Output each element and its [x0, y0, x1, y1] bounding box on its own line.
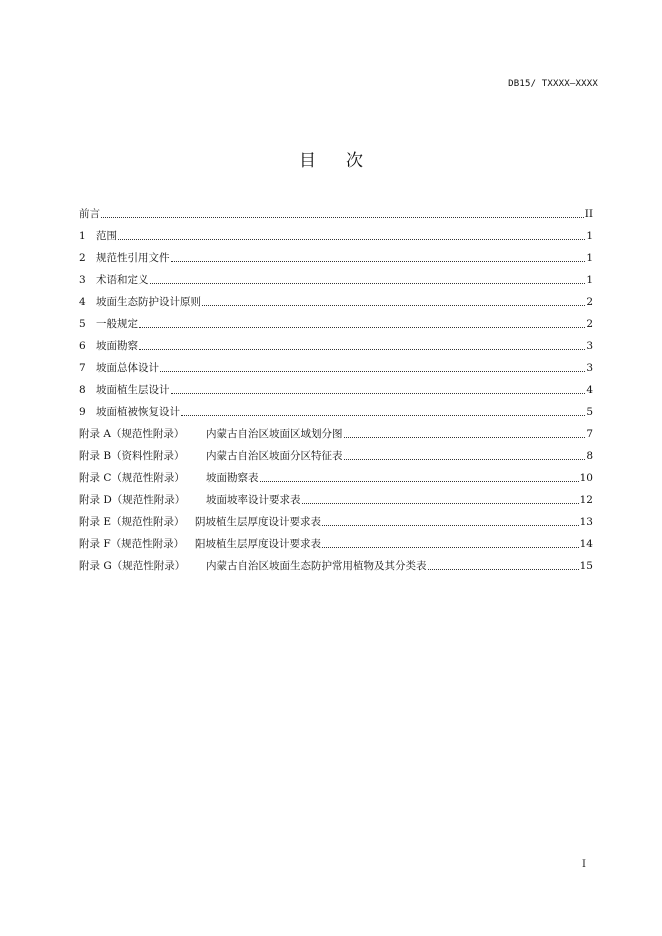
- toc-leader-dots: [101, 216, 584, 218]
- toc-entry-number: 8: [79, 384, 86, 396]
- toc-entry-label: 规范性引用文件: [96, 252, 170, 264]
- page-title-char-2: 次: [346, 151, 363, 171]
- toc-entry-page: 5: [586, 406, 593, 418]
- toc-entry-label: 坡面植生层设计: [96, 384, 170, 396]
- toc-entry-page: 4: [586, 384, 593, 396]
- toc-entry-number: 2: [79, 252, 86, 264]
- toc-entry-label: 坡面生态防护设计原则: [96, 296, 201, 308]
- toc-entry-page: 3: [586, 340, 593, 352]
- toc-entry-label: 术语和定义: [96, 274, 149, 286]
- toc-entry-number: 1: [79, 230, 86, 242]
- toc-entry-page: 1: [586, 230, 593, 242]
- toc-leader-dots: [139, 348, 585, 350]
- toc-entry-page: 10: [579, 472, 593, 484]
- toc-leader-dots: [171, 392, 586, 394]
- toc-leader-dots: [344, 458, 586, 460]
- toc-appendix-prefix: 附录 D（规范性附录）: [79, 494, 186, 506]
- toc-entry-8[interactable]: [79, 375, 593, 397]
- toc-entry-7[interactable]: [79, 353, 593, 375]
- toc-appendix-prefix: 附录 A（规范性附录）: [79, 428, 185, 440]
- toc-entry-label: 阳坡植生层厚度设计要求表: [195, 538, 321, 550]
- toc-entry-page: II: [584, 208, 593, 220]
- toc-entry-2[interactable]: [79, 243, 593, 265]
- toc-leader-dots: [139, 326, 585, 328]
- toc-leader-dots: [428, 568, 579, 570]
- toc-entry-page: 1: [586, 274, 593, 286]
- toc-entry-label: 坡面总体设计: [96, 362, 159, 374]
- toc-entry-label: 坡面坡率设计要求表: [206, 494, 301, 506]
- toc-entry-label: 坡面勘察: [96, 340, 138, 352]
- toc-entry-page: 1: [586, 252, 593, 264]
- toc-entry-number: 9: [79, 406, 86, 418]
- toc-entry-page: 8: [586, 450, 593, 462]
- toc-entry-1[interactable]: [79, 221, 593, 243]
- toc-entry-page: 15: [579, 560, 593, 572]
- toc-entry-number: 3: [79, 274, 86, 286]
- toc-entry-appendix-a[interactable]: [79, 419, 593, 441]
- toc-entry-page: 2: [586, 318, 593, 330]
- toc-entry-label: 内蒙古自治区坡面生态防护常用植物及其分类表: [206, 560, 427, 572]
- toc-entry-label: 前言: [79, 208, 100, 220]
- toc-entry-appendix-d[interactable]: [79, 485, 593, 507]
- toc-entry-appendix-g[interactable]: [79, 551, 593, 573]
- toc-entry-label: 范围: [96, 230, 117, 242]
- toc-entry-label: 一般规定: [96, 318, 138, 330]
- toc-leader-dots: [322, 546, 579, 548]
- toc-entry-label: 阴坡植生层厚度设计要求表: [195, 516, 321, 528]
- toc-leader-dots: [302, 502, 579, 504]
- page-title-char-1: 目: [299, 151, 316, 171]
- toc-entry-appendix-b[interactable]: [79, 441, 593, 463]
- toc-entry-appendix-c[interactable]: [79, 463, 593, 485]
- toc-appendix-prefix: 附录 G（规范性附录）: [79, 560, 186, 572]
- toc-entry-appendix-e[interactable]: [79, 507, 593, 529]
- toc-entry-number: 6: [79, 340, 86, 352]
- toc-entry-number: 5: [79, 318, 86, 330]
- toc-entry-page: 2: [586, 296, 593, 308]
- footer-page-number: I: [582, 859, 586, 870]
- toc-entry-page: 3: [586, 362, 593, 374]
- toc-entry-4[interactable]: [79, 287, 593, 309]
- toc-leader-dots: [202, 304, 585, 306]
- toc-entry-9[interactable]: [79, 397, 593, 419]
- toc-leader-dots: [118, 238, 585, 240]
- toc-entry-label: 内蒙古自治区坡面分区特征表: [206, 450, 343, 462]
- toc-leader-dots: [322, 524, 579, 526]
- toc-entry-foreword[interactable]: [79, 199, 593, 221]
- toc-entry-label: 坡面植被恢复设计: [96, 406, 180, 418]
- toc-entry-5[interactable]: [79, 309, 593, 331]
- toc-entry-page: 14: [579, 538, 593, 550]
- toc-appendix-prefix: 附录 B（资料性附录）: [79, 450, 185, 462]
- page-title: [0, 146, 662, 171]
- toc-entry-appendix-f[interactable]: [79, 529, 593, 551]
- toc-entry-label: 内蒙古自治区坡面区域划分图: [206, 428, 343, 440]
- toc-entry-page: 12: [579, 494, 593, 506]
- toc-entry-number: 7: [79, 362, 86, 374]
- toc-leader-dots: [171, 260, 586, 262]
- toc-entry-3[interactable]: [79, 265, 593, 287]
- toc-leader-dots: [160, 370, 585, 372]
- toc-entry-page: 7: [586, 428, 593, 440]
- toc-appendix-prefix: 附录 E（规范性附录）: [79, 516, 185, 528]
- table-of-contents: [79, 199, 593, 573]
- toc-entry-label: 坡面勘察表: [206, 472, 259, 484]
- toc-appendix-prefix: 附录 F（规范性附录）: [79, 538, 185, 550]
- header-document-code: DB15/ TXXXX—XXXX: [508, 79, 598, 89]
- toc-leader-dots: [260, 480, 579, 482]
- toc-appendix-prefix: 附录 C（规范性附录）: [79, 472, 185, 484]
- toc-entry-page: 13: [579, 516, 593, 528]
- toc-leader-dots: [344, 436, 586, 438]
- toc-leader-dots: [181, 414, 585, 416]
- toc-leader-dots: [150, 282, 586, 284]
- toc-entry-6[interactable]: [79, 331, 593, 353]
- toc-entry-number: 4: [79, 296, 86, 308]
